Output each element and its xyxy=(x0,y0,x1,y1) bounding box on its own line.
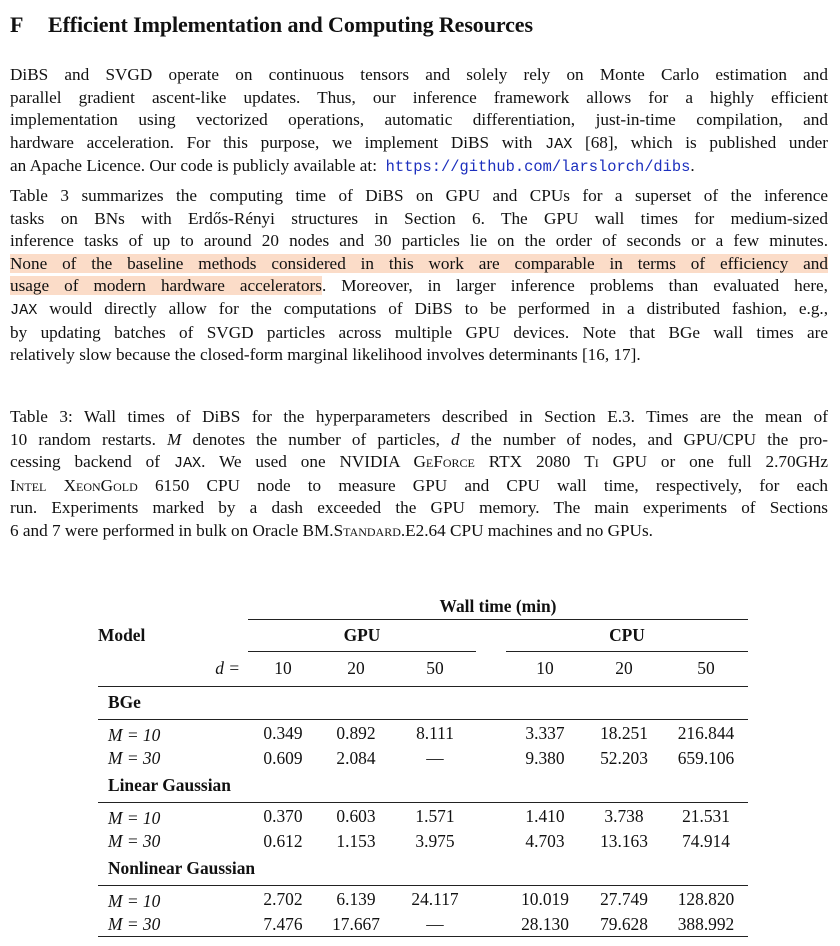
group-bge: BGe xyxy=(98,686,748,719)
code-jax: JAX xyxy=(10,300,38,319)
table-cell: 0.603 xyxy=(336,805,376,826)
table-cell: 6.139 xyxy=(336,888,376,909)
table-cell: 0.609 xyxy=(263,747,303,768)
highlighted-text: usage of modern hardware accelerators xyxy=(10,276,322,296)
text-span: would directly allow for the computations of DiBS to be performed in a distributed fashion, e.g., xyxy=(49,298,829,318)
table-cell: 79.628 xyxy=(584,913,664,937)
paragraph-line: DiBS and SVGD operate on continuous tensors and solely rely on Monte Carlo estimation and xyxy=(10,65,828,84)
table-cell: 13.163 xyxy=(600,830,648,851)
table-cell: 3.738 xyxy=(604,805,644,826)
table-cell: 21.531 xyxy=(682,805,730,826)
paragraph-line xyxy=(10,155,828,179)
wall-time-header: Wall time (min) xyxy=(248,593,748,620)
paragraph-line xyxy=(10,253,828,276)
code-jax: JAX xyxy=(173,454,202,473)
table-cell: 17.667 xyxy=(318,913,394,937)
row-label: M = 10 xyxy=(108,807,161,828)
gpu-header: GPU xyxy=(248,620,476,652)
table-cell: — xyxy=(394,913,476,937)
text-span: the number of nodes, and GPU/CPU the pro- xyxy=(470,429,829,449)
text-span: . xyxy=(690,156,695,176)
text-span: an Apache Licence. Our code is publicly available at: xyxy=(10,156,377,176)
table-cell: 4.703 xyxy=(525,830,565,851)
text-span: RTX 2080 xyxy=(488,452,571,472)
table-cell: 3.337 xyxy=(525,722,565,743)
table-cell: 0.892 xyxy=(336,722,376,743)
text-span: . We used one NVIDIA xyxy=(201,452,400,472)
repo-link[interactable]: https://github.com/larslorch/dibs xyxy=(385,158,691,177)
d-value: 50 xyxy=(394,652,476,687)
caption-line: run. Experiments marked by a dash exceeded the GPU memory. The main experiments of Sections xyxy=(10,498,828,518)
row-label: M = 10 xyxy=(108,890,161,911)
group-linear-gaussian: Linear Gaussian xyxy=(98,770,748,803)
table-cell: 0.612 xyxy=(263,830,303,851)
section-heading xyxy=(10,12,533,38)
table-cell: 388.992 xyxy=(664,913,748,937)
table-cell: 0.370 xyxy=(263,805,303,826)
caption-line xyxy=(10,451,828,475)
group-nonlinear-gaussian: Nonlinear Gaussian xyxy=(98,853,748,886)
text-span: Standard xyxy=(333,520,401,540)
cpu-header: CPU xyxy=(506,620,748,652)
text-span: 6150 CPU node to measure GPU and CPU wall time, respectively, for each xyxy=(154,475,829,495)
paragraph-line: Table 3 summarizes the computing time of DiBS on GPU and CPUs for a superset of the inference xyxy=(10,186,828,205)
section-title: Efficient Implementation and Computing Resources xyxy=(48,12,533,37)
table-cell: 9.380 xyxy=(525,747,565,768)
math-m: M xyxy=(167,429,182,449)
table-cell: 1.410 xyxy=(525,805,565,826)
row-label: M = 10 xyxy=(108,724,161,745)
section-number: F xyxy=(10,12,24,37)
d-value: 20 xyxy=(584,652,664,687)
text-span: XeonGold xyxy=(63,475,138,495)
table-cell: 216.844 xyxy=(677,722,735,743)
wall-time-table xyxy=(98,570,748,937)
paragraph-computing-time xyxy=(10,185,828,367)
highlighted-text: None of the baseline methods considered in this work are comparable in terms of efficiency and xyxy=(10,253,828,273)
math-d: d xyxy=(451,429,460,449)
table-cell: 2.702 xyxy=(263,888,303,909)
paragraph-line: parallel gradient ascent-like updates. Thus, our inference framework allows for a highly efficient xyxy=(10,87,828,107)
caption-line: Table 3: Wall times of DiBS for the hyperparameters described in Section E.3. Times are the mean of xyxy=(10,407,828,426)
d-value: 20 xyxy=(318,652,394,687)
d-value: 10 xyxy=(248,652,318,687)
paragraph-line: tasks on BNs with Erdős-Rényi structures in Section 6. The GPU wall times for medium-sized xyxy=(10,208,828,228)
text-span: 10 random restarts. xyxy=(10,429,156,449)
row-label: M = 30 xyxy=(108,747,161,768)
table-cell: 659.106 xyxy=(677,747,735,768)
table-cell: 52.203 xyxy=(600,747,648,768)
text-span: GPU or one full 2.70GHz xyxy=(612,452,829,472)
row-label: M = 30 xyxy=(108,830,161,851)
paragraph-line: implementation using vectorized operations, automatic differentiation, just-in-time compilation, and xyxy=(10,110,828,130)
d-value: 10 xyxy=(506,652,584,687)
table-cell: 28.130 xyxy=(506,913,584,937)
caption-line xyxy=(10,520,828,543)
text-span: GeForce xyxy=(413,452,475,472)
table-cell: 0.349 xyxy=(263,722,303,743)
d-label: d = xyxy=(98,652,248,687)
paragraph-line: inference tasks of up to around 20 nodes and 30 particles lie on the order of seconds or a few minutes. xyxy=(10,231,828,251)
paragraph-line xyxy=(10,275,828,298)
table-cell: 74.914 xyxy=(682,830,730,851)
paragraph-implementation xyxy=(10,64,828,179)
table-cell: 24.117 xyxy=(411,888,459,909)
paragraph-line xyxy=(10,132,828,156)
text-span: hardware acceleration. For this purpose, we implement DiBS with xyxy=(10,132,533,152)
text-span: 6 and 7 were performed in bulk on Oracle BM. xyxy=(10,520,334,540)
table-cell: 2.084 xyxy=(336,747,376,768)
model-header: Model xyxy=(98,625,146,645)
row-label: M = 30 xyxy=(98,913,248,937)
text-span: Intel xyxy=(10,475,47,495)
paragraph-line: by updating batches of SVGD particles across multiple GPU devices. Note that BGe wall times are xyxy=(10,322,828,342)
text-span: Ti xyxy=(584,452,599,472)
table-caption xyxy=(10,406,828,543)
paragraph-line: relatively slow because the closed-form marginal likelihood involves determinants [16, 17]. xyxy=(10,345,641,365)
table-cell: 8.111 xyxy=(416,722,454,743)
d-value: 50 xyxy=(664,652,748,687)
paragraph-line xyxy=(10,298,828,322)
table-cell: 128.820 xyxy=(677,888,735,909)
table-cell: 1.571 xyxy=(415,805,455,826)
text-span: cessing backend of xyxy=(10,452,160,472)
table-cell: 1.153 xyxy=(336,830,376,851)
table-cell: 3.975 xyxy=(415,830,455,851)
table-cell: — xyxy=(426,747,444,768)
text-span: . Moreover, in larger inference problems than evaluated here, xyxy=(321,276,828,296)
code-jax: JAX xyxy=(544,134,573,153)
table-cell: 18.251 xyxy=(600,722,648,743)
caption-line xyxy=(10,429,828,452)
text-span: .E2.64 CPU machines and no GPUs. xyxy=(400,520,653,540)
text-span: denotes the number of particles, xyxy=(192,429,440,449)
table-cell: 27.749 xyxy=(600,888,648,909)
table-cell: 10.019 xyxy=(521,888,569,909)
caption-line xyxy=(10,475,828,498)
table-cell: 7.476 xyxy=(248,913,318,937)
text-span: [68], which is published under xyxy=(584,132,829,152)
